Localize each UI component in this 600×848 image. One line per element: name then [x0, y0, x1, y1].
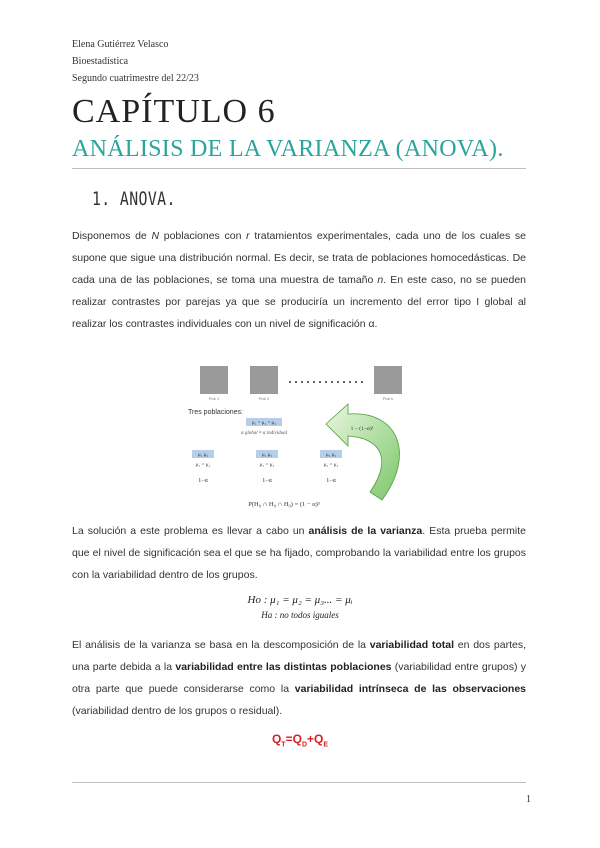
chapter-subtitle: ANÁLISIS DE LA VARIANZA (ANOVA). — [72, 136, 504, 162]
bold-term: análisis de la varianza — [308, 525, 423, 537]
eq2-label: μ₁ = μ₃ — [259, 463, 275, 468]
alternative-hypothesis: Ha : no todos iguales — [261, 610, 339, 620]
subscript-t: T — [281, 741, 286, 749]
variable-r: r — [246, 230, 250, 242]
document-header — [72, 36, 199, 87]
text-run: El análisis de la varianza se basa en la descomposición de la — [72, 639, 370, 651]
bold-term: variabilidad total — [369, 639, 455, 651]
subscript-e: E — [323, 741, 329, 749]
paragraph-intro — [72, 225, 526, 335]
bold-term: variabilidad intrínseca de las observaciones — [294, 683, 527, 695]
text-run: . Esta prueba permite que el nivel de significación sea el que se ha fijado, comprobando la variabilidad entre los grupos con la variabilidad dentro de los grupos. — [72, 525, 526, 581]
probability-formula: P(H₀ ∩ H₀ ∩ H₀) = (1 − α)³ — [248, 501, 320, 508]
paragraph-solution — [72, 520, 526, 586]
bold-term: variabilidad entre las distintas poblaciones — [175, 661, 392, 673]
arrow-label: 1 − (1−α)³ — [350, 426, 374, 432]
text-run: en dos partes, una parte debida a la — [72, 639, 526, 673]
pair2-label: μ₁ μ₃ — [261, 453, 273, 458]
chapter-title: CAPÍTULO 6 — [72, 93, 276, 130]
eq3-label: μ₂ = μ₃ — [323, 463, 339, 468]
alpha-note: α global ≠ α individual — [240, 431, 288, 436]
population-box-2 — [250, 366, 278, 394]
three-populations-label: Tres poblaciones: — [188, 409, 243, 416]
equals-sign: = — [285, 732, 293, 746]
text-run: . En este caso, no se pueden realizar contrastes por parejas ya que se produciría un incremento del error tipo I global al realizar los contrastes individuales con un nivel de significación α. — [72, 274, 526, 330]
pair1-label: μ₁ μ₂ — [197, 453, 209, 458]
population-box-1 — [200, 366, 228, 394]
section-heading: 1. ANOVA. — [92, 188, 176, 210]
prob2-label: 1−α — [262, 478, 272, 484]
title-divider — [72, 168, 526, 169]
text-run: poblaciones con — [159, 230, 247, 242]
multiple-comparisons-figure — [186, 362, 414, 512]
ellipsis-dots — [289, 381, 363, 383]
prob1-label: 1−α — [198, 478, 208, 484]
q-symbol: Q — [314, 732, 324, 746]
paragraph-decomposition — [72, 634, 526, 722]
population-box-k — [374, 366, 402, 394]
q-symbol: Q — [292, 732, 302, 746]
null-hypothesis: Ho : μ₁ = μ₂ = μ₃... = μᵢ — [247, 594, 353, 606]
variance-decomposition-formula — [0, 732, 600, 748]
footer-divider — [72, 782, 526, 783]
pop1-label: Pob 1 — [208, 396, 220, 401]
text-run: Disponemos de — [72, 230, 152, 242]
variable-n: n — [377, 274, 384, 286]
text-run: La solución a este problema es llevar a cabo un — [72, 525, 309, 537]
page-number: 1 — [526, 794, 531, 805]
text-run: (variabilidad dentro de los grupos o residual). — [72, 705, 283, 717]
term-label: Segundo cuatrimestre del 22/23 — [72, 73, 199, 84]
pair3-label: μ₂ μ₃ — [325, 453, 337, 458]
subject-name: Bioestadística — [72, 56, 129, 67]
popk-label: Pob k — [382, 396, 394, 401]
text-run: (variabilidad entre grupos) y otra parte que puede considerarse como la — [72, 661, 526, 695]
pop2-label: Pob 2 — [258, 396, 270, 401]
hypothesis-all: μ₁ = μ₂ = μ₃ — [252, 421, 276, 426]
plus-sign: + — [307, 732, 315, 746]
author-name: Elena Gutiérrez Velasco — [72, 39, 169, 50]
text-run: tratamientos experimentales, cada uno de los cuales se supone que sigue una distribución normal. Es decir, se trata de poblaciones homocedásticas. De cada una de las poblaciones, se toma una muestra de tamaño — [72, 230, 526, 286]
variable-N: N — [151, 230, 160, 242]
q-symbol: Q — [271, 732, 282, 746]
prob3-label: 1−α — [326, 478, 336, 484]
subscript-d: D — [301, 741, 307, 749]
eq1-label: μ₁ = μ₂ — [195, 463, 211, 468]
